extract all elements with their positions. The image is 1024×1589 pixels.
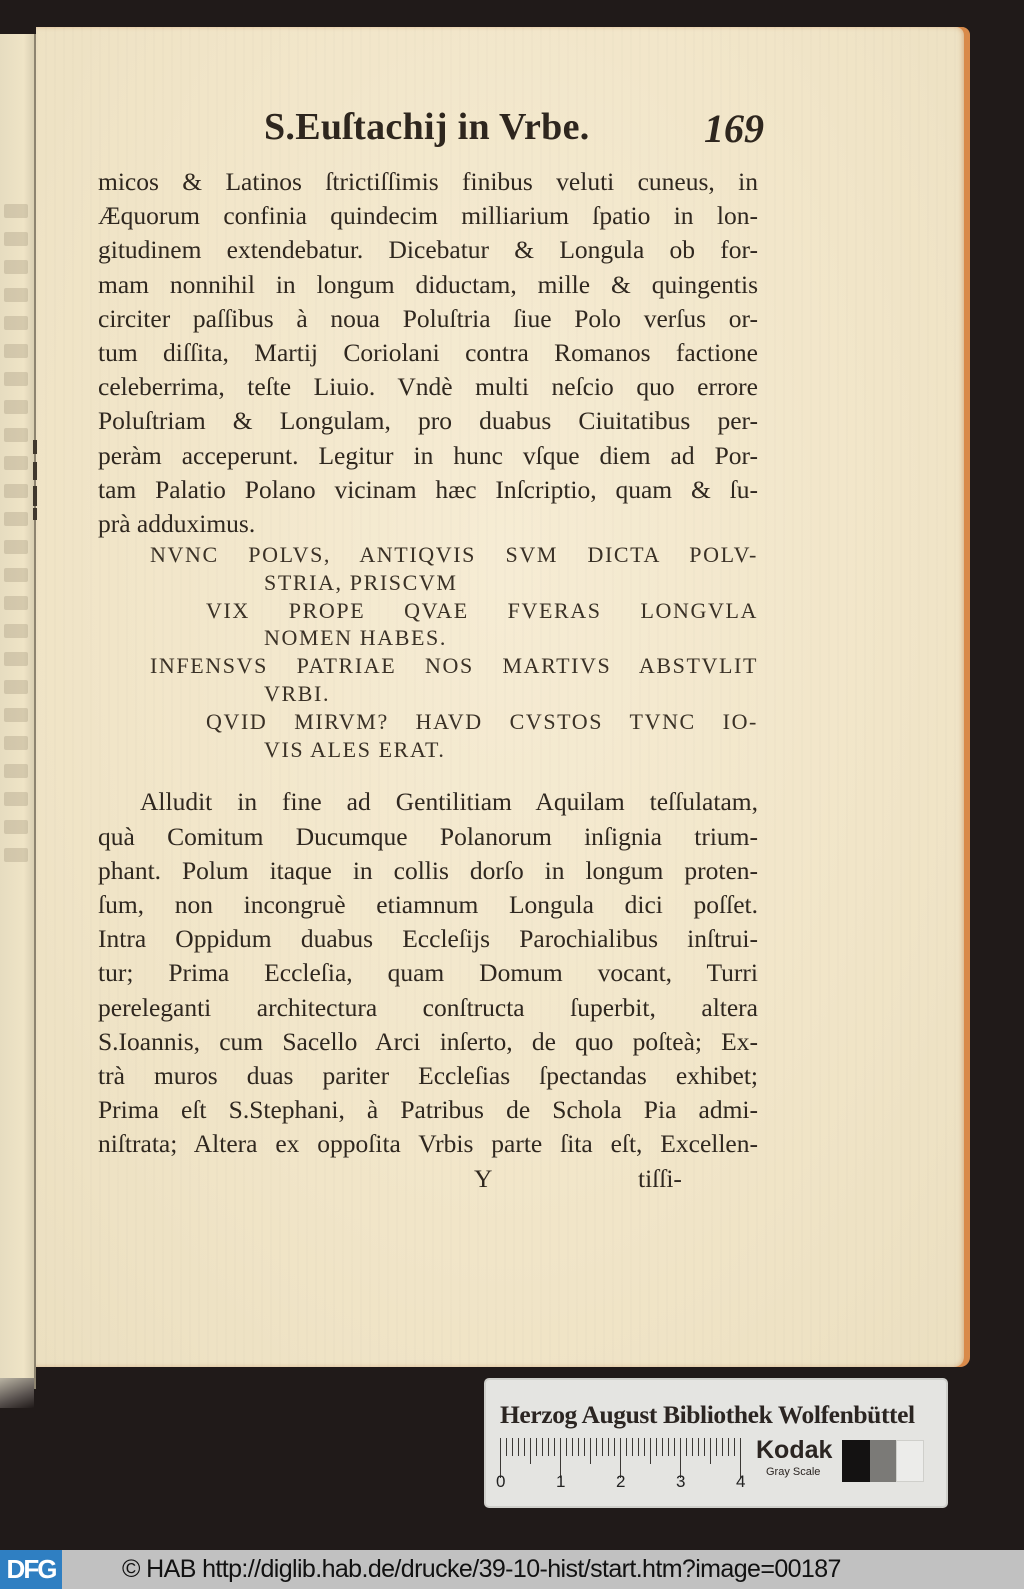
text-line: micos & Latinos ſtrictiſſimis finibus veluti cuneus, in <box>98 167 758 196</box>
text-line: Alludit in fine ad Gentilitiam Aquilam teſſulatam, <box>140 787 758 817</box>
text-line: S.Ioannis, cum Sacello Arci inſerto, de quo poſteà; Ex- <box>98 1026 758 1056</box>
text-line: Poluſtriam & Longulam, pro duabus Ciuitatibus per- <box>98 406 758 436</box>
show-through-text <box>4 204 28 1184</box>
text-line: prà adduximus. <box>98 508 256 538</box>
text-line: mam nonnihil in longum diductam, mille & quingentis <box>98 269 758 299</box>
ruler-label: 4 <box>736 1472 746 1491</box>
text-line: tur; Prima Eccleſia, quam Domum vocant, Turri <box>98 958 758 988</box>
inscription-line: STRIA, PRISCVM <box>264 569 458 595</box>
running-head <box>264 105 764 157</box>
gutter-mark <box>33 440 37 454</box>
institution-name: Herzog August Bibliothek Wolfenbüttel <box>500 1400 915 1429</box>
gutter-mark <box>33 462 37 480</box>
body-text <box>98 165 758 1196</box>
catchword: tiſſi- <box>638 1163 682 1193</box>
text-line: gitudinem extendebatur. Dicebatur & Longula ob for- <box>98 235 758 265</box>
text-line: Æquorum confinia quindecim milliarium ſpatio in lon- <box>98 201 758 231</box>
gray-patch-white <box>896 1440 924 1482</box>
inscription-line: VIX PROPE QVAE FVERAS LONGVLA <box>206 597 758 623</box>
text-line: circiter paſſibus à noua Poluſtria ſiue Polo verſus or- <box>98 303 758 333</box>
gutter-mark <box>33 486 37 506</box>
text-line: tam Palatio Polano vicinam hæc Inſcriptio, quam & ſu- <box>98 474 758 504</box>
dfg-logo: DFG <box>0 1550 62 1589</box>
inscription-line: VIS ALES ERAT. <box>264 736 446 762</box>
inscription-block <box>98 541 758 763</box>
ruler-label: 0 <box>496 1472 506 1491</box>
text-line: celeberrima, teſte Liuio. Vndè multi neſcio quo errore <box>98 372 758 402</box>
running-title: S.Euſtachij in Vrbe. <box>264 106 590 148</box>
text-line: quà Comitum Ducumque Polanorum inſignia trium- <box>98 821 758 851</box>
footer-bar <box>0 1550 1024 1589</box>
text-line: phant. Polum itaque in collis dorſo in longum proten- <box>98 855 758 885</box>
text-line: Prima eſt S.Stephani, à Patribus de Schola Pia admi- <box>98 1095 758 1125</box>
gutter-mark <box>33 508 37 520</box>
ruler-labels <box>494 1472 754 1496</box>
page-foot <box>98 1162 758 1196</box>
ruler-label: 3 <box>676 1472 686 1491</box>
paragraph-1 <box>98 165 758 541</box>
color-target-card <box>486 1380 946 1506</box>
signature-mark: Y <box>474 1163 493 1193</box>
text-line: tum diſſita, Martij Coriolani contra Romanos factione <box>98 337 758 367</box>
ruler-label: 1 <box>556 1472 566 1491</box>
text-line: peràm acceperunt. Legitur in hunc vſque diem ad Por- <box>98 440 758 470</box>
inscription-line: QVID MIRVM? HAVD CVSTOS TVNC IO- <box>206 708 758 734</box>
citation-link[interactable]: © HAB http://diglib.hab.de/drucke/39-10-hist/start.htm?image=00187 <box>122 1555 841 1583</box>
gutter-line <box>34 34 36 1389</box>
gray-patch-mid <box>870 1440 896 1482</box>
book-page <box>36 27 970 1367</box>
leaf-shadow <box>0 1378 34 1408</box>
page-number: 169 <box>704 106 764 151</box>
text-line: ſum, non incongruè etiamnum Longula dici poſſet. <box>98 890 758 919</box>
text-line: pereleganti architectura conſtructa ſuperbit, altera <box>98 992 758 1022</box>
text-line: trà muros duas pariter Eccleſias ſpectandas exhibet; <box>98 1060 758 1090</box>
text-line: Intra Oppidum duabus Eccleſijs Parochialibus inſtrui- <box>98 924 758 954</box>
inscription-line: NVNC POLVS, ANTIQVIS SVM DICTA POLV- <box>150 542 758 568</box>
text-line: niſtrata; Altera ex oppoſita Vrbis parte ſita eſt, Excellen- <box>98 1129 758 1159</box>
paragraph-2 <box>98 785 758 1161</box>
gray-patch-black <box>842 1440 870 1482</box>
inscription-line: VRBI. <box>264 681 331 707</box>
kodak-logo: Kodak <box>756 1436 833 1464</box>
previous-leaf-edge <box>0 34 34 1389</box>
inscription-line: NOMEN HABES. <box>264 625 447 651</box>
inscription-line: INFENSVS PATRIAE NOS MARTIVS ABSTVLIT <box>150 653 758 679</box>
kodak-subtitle: Gray Scale <box>766 1466 821 1478</box>
ruler-label: 2 <box>616 1472 626 1491</box>
